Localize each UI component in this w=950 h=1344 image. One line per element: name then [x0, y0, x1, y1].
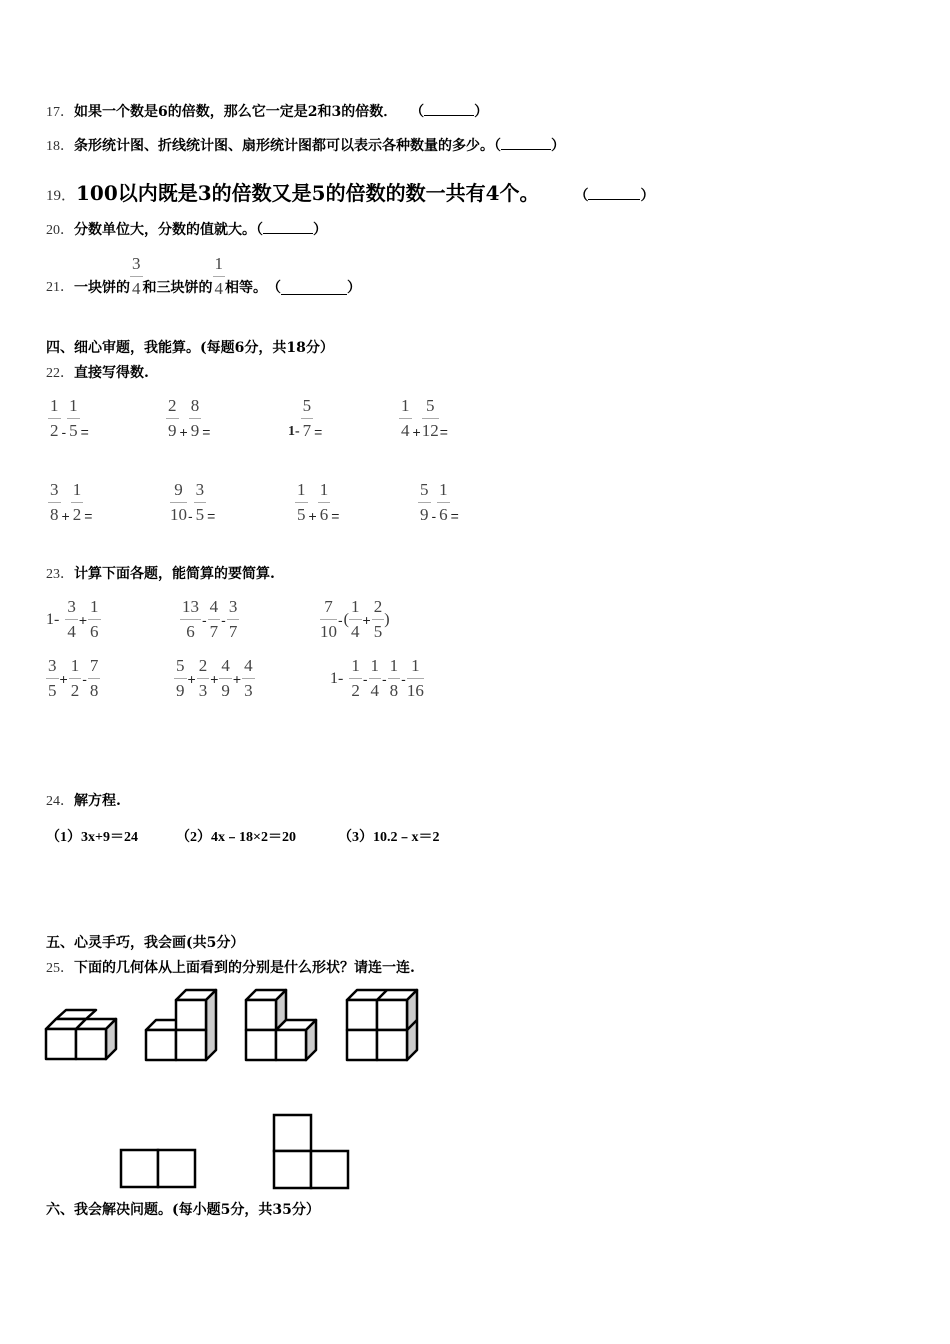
question-23: 23．计算下面各题，能简算的要简算. — [46, 566, 275, 582]
question-text: 如果一个数是6的倍数，那么它一定是2和3的倍数． — [74, 104, 398, 120]
top-view-l-shape-icon — [272, 1113, 352, 1190]
cube-figure-1-icon — [44, 1005, 120, 1063]
question-17: 17．如果一个数是6的倍数，那么它一定是2和3的倍数． （ ） — [46, 104, 489, 120]
oral-calc-item-3: 1- $\frac{5}{7}$ = — [288, 396, 323, 440]
calc-expression-4: $\frac{3}{5}$ + $\frac{1}{2}$ - $\frac{7}{8}$ — [48, 656, 99, 700]
oral-calc-item-5: $\frac{3}{8}$ + $\frac{1}{2}$ = — [50, 480, 93, 524]
oral-calc-item-6: $\frac{9}{10}$ - $\frac{3}{5}$ = — [170, 480, 216, 524]
calc-expression-2: $\frac{13}{6}$ - $\frac{4}{7}$ - $\frac{3}{7}$ — [182, 597, 238, 641]
cube-figure-2-icon — [144, 986, 220, 1064]
equation-3: （3）10.2﹣x＝2 — [338, 830, 440, 845]
equation-2: （2）4x﹣18×2＝20 — [176, 830, 296, 845]
question-20: 20．分数单位大，分数的值就大。（ ） — [46, 222, 327, 238]
oral-calc-item-2: $\frac{2}{9}$ + $\frac{8}{9}$ = — [168, 396, 211, 440]
question-19: 19．100以内既是3的倍数又是5的倍数的数一共有4个。 （ ） — [46, 181, 655, 205]
answer-blank[interactable] — [281, 282, 347, 295]
question-text: 分数单位大，分数的值就大。 — [74, 222, 256, 238]
calc-expression-1: 1- $\frac{3}{4}$ + $\frac{1}{6}$ — [46, 597, 99, 641]
question-22: 22．直接写得数. — [46, 365, 149, 381]
cube-figure-4-icon — [345, 986, 421, 1064]
question-number: 18． — [46, 139, 74, 154]
answer-blank[interactable] — [424, 103, 474, 116]
question-24: 24．解方程. — [46, 793, 121, 809]
fraction: $\frac{3}{4}$ — [132, 254, 141, 298]
section-5-title: 五、心灵手巧，我会画(共5分） — [46, 935, 245, 951]
oral-calc-item-7: $\frac{1}{5}$ + $\frac{1}{6}$ = — [297, 480, 340, 524]
question-number: 21． — [46, 280, 74, 295]
question-18: 18．条形统计图、折线统计图、扇形统计图都可以表示各种数量的多少。（ ） — [46, 138, 565, 154]
fraction: $\frac{1}{4}$ — [214, 254, 223, 298]
question-text: 100以内既是3的倍数又是5的倍数的数一共有4个。 — [76, 181, 540, 205]
oral-calc-item-8: $\frac{5}{9}$ - $\frac{1}{6}$ = — [420, 480, 459, 524]
question-number: 20． — [46, 223, 74, 238]
cube-figure-3-icon — [244, 986, 324, 1064]
calc-expression-5: $\frac{5}{9}$ + $\frac{2}{3}$ + $\frac{4}{9}$ + $\frac{4}{3}$ — [176, 656, 253, 700]
answer-blank[interactable] — [588, 187, 640, 200]
equation-1: （1）3x+9＝24 — [46, 830, 138, 845]
answer-blank[interactable] — [263, 221, 313, 234]
calc-expression-3: $\frac{7}{10}$ - ( $\frac{1}{4}$ + $\frac{2}{5}$ ) — [320, 597, 390, 641]
oral-calc-item-4: $\frac{1}{4}$ + $\frac{5}{12}$ = — [401, 396, 448, 440]
oral-calc-item-1: $\frac{1}{2}$ - $\frac{1}{5}$ = — [50, 396, 89, 440]
answer-blank[interactable] — [501, 137, 551, 150]
question-number: 19． — [46, 188, 77, 204]
section-6-title: 六、我会解决问题。(每小题5分，共35分） — [46, 1202, 320, 1218]
question-25: 25．下面的几何体从上面看到的分别是什么形状？请连一连. — [46, 960, 415, 976]
question-21: 21． 一块饼的 $\frac{3}{4}$ 和三块饼的 $\frac{1}{4}$ 相等。 （ ） — [46, 254, 361, 298]
question-text: 条形统计图、折线统计图、扇形统计图都可以表示各种数量的多少。 — [74, 138, 494, 154]
calc-expression-6: 1- $\frac{1}{2}$ - $\frac{1}{4}$ - $\frac{1}{8}$ - $\frac{1}{16}$ — [330, 656, 424, 700]
question-number: 17． — [46, 105, 74, 120]
section-4-title: 四、细心审题，我能算。(每题6分，共18分） — [46, 340, 334, 356]
top-view-two-squares-icon — [119, 1148, 199, 1190]
